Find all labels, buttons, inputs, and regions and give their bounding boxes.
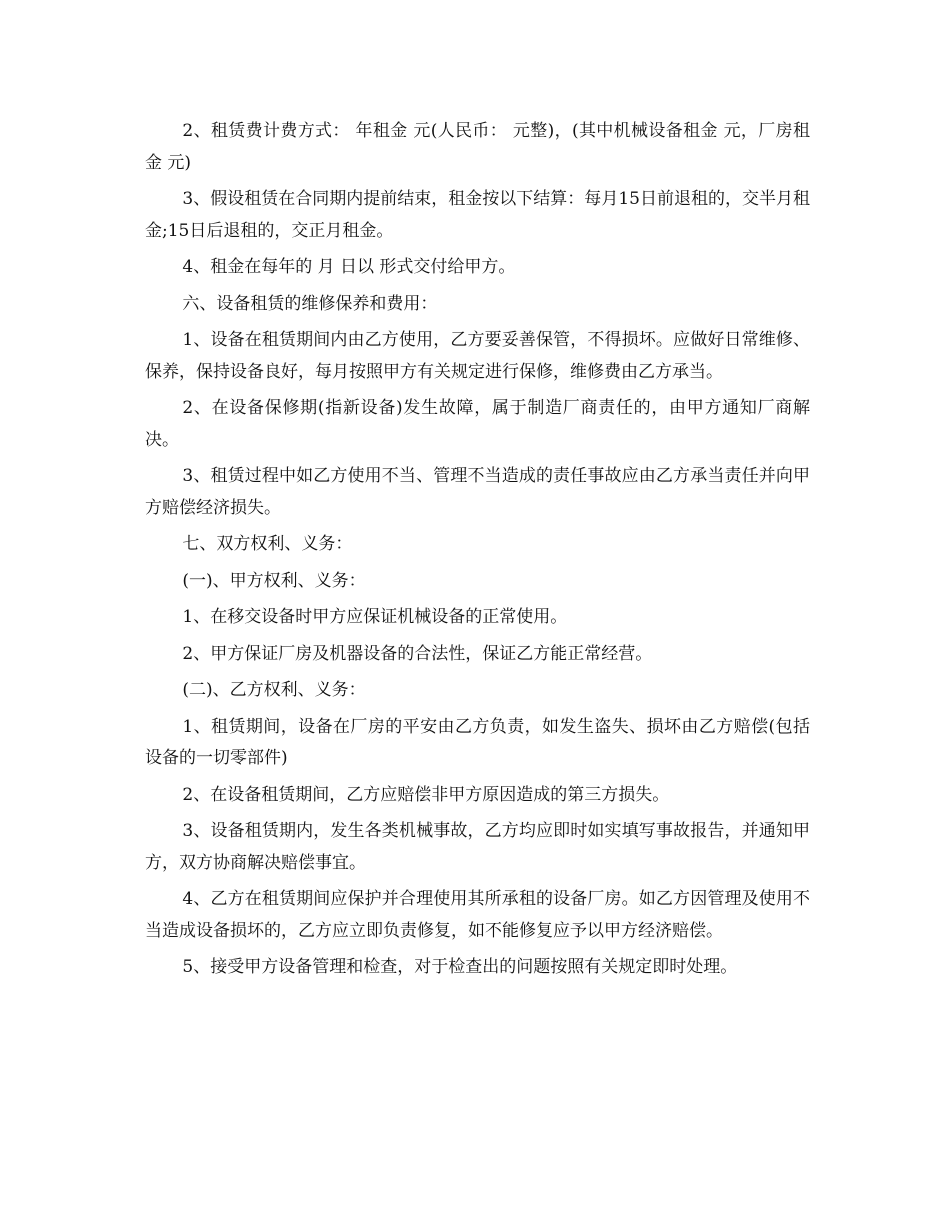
section-heading-rights: 七、双方权利、义务： — [182, 534, 353, 554]
paragraph-maintenance-3: 3、租赁过程中如乙方使用不当、管理不当造成的责任事故应由乙方承当责任并向甲方赔偿经济损失。 — [145, 466, 810, 518]
paragraph-payment-date: 4、租金在每年的 月 日以 形式交付给甲方。 — [182, 257, 516, 277]
document-body — [145, 116, 810, 989]
paragraph-early-termination: 3、假设租赁在合同期内提前结束，租金按以下结算：每月15日前退租的，交半月租金;15日后退租的，交正月租金。 — [145, 189, 810, 241]
paragraph-party-b-2: 2、在设备租赁期间，乙方应赔偿非甲方原因造成的第三方损失。 — [182, 784, 670, 805]
paragraph-party-a-2: 2、甲方保证厂房及机器设备的合法性，保证乙方能正常经营。 — [182, 643, 653, 664]
paragraph-party-b-1: 1、租赁期间，设备在厂房的平安由乙方负责，如发生盗失、损坏由乙方赔偿(包括设备的一切零部件) — [145, 716, 810, 768]
subheading-party-a: (一)、甲方权利、义务： — [182, 570, 366, 591]
paragraph-maintenance-2: 2、在设备保修期(指新设备)发生故障，属于制造厂商责任的，由甲方通知厂商解决。 — [145, 398, 810, 450]
paragraph-party-b-5: 5、接受甲方设备管理和检查，对于检查出的问题按照有关规定即时处理。 — [182, 957, 738, 977]
paragraph-party-b-3: 3、设备租赁期内，发生各类机械事故，乙方均应即时如实填写事故报告，并通知甲方，双方协商解决赔偿事宜。 — [145, 821, 810, 873]
paragraph-party-b-4: 4、乙方在租赁期间应保护并合理使用其所承租的设备厂房。如乙方因管理及使用不当造成设备损坏的，乙方应立即负责修复，如不能修复应予以甲方经济赔偿。 — [145, 889, 810, 941]
subheading-party-b: (二)、乙方权利、义务： — [182, 680, 366, 700]
section-heading-maintenance: 六、设备租赁的维修保养和费用： — [182, 293, 438, 314]
paragraph-maintenance-1: 1、设备在租赁期间内由乙方使用，乙方要妥善保管，不得损坏。应做好日常维修、保养，保持设备良好，每月按照甲方有关规定进行保修，维修费由乙方承当。 — [145, 330, 810, 382]
paragraph-rent-calculation: 2、租赁费计费方式： 年租金 元(人民币： 元整)，(其中机械设备租金 元，厂房租金 元) — [145, 121, 810, 173]
paragraph-party-a-1: 1、在移交设备时甲方应保证机械设备的正常使用。 — [182, 607, 568, 627]
